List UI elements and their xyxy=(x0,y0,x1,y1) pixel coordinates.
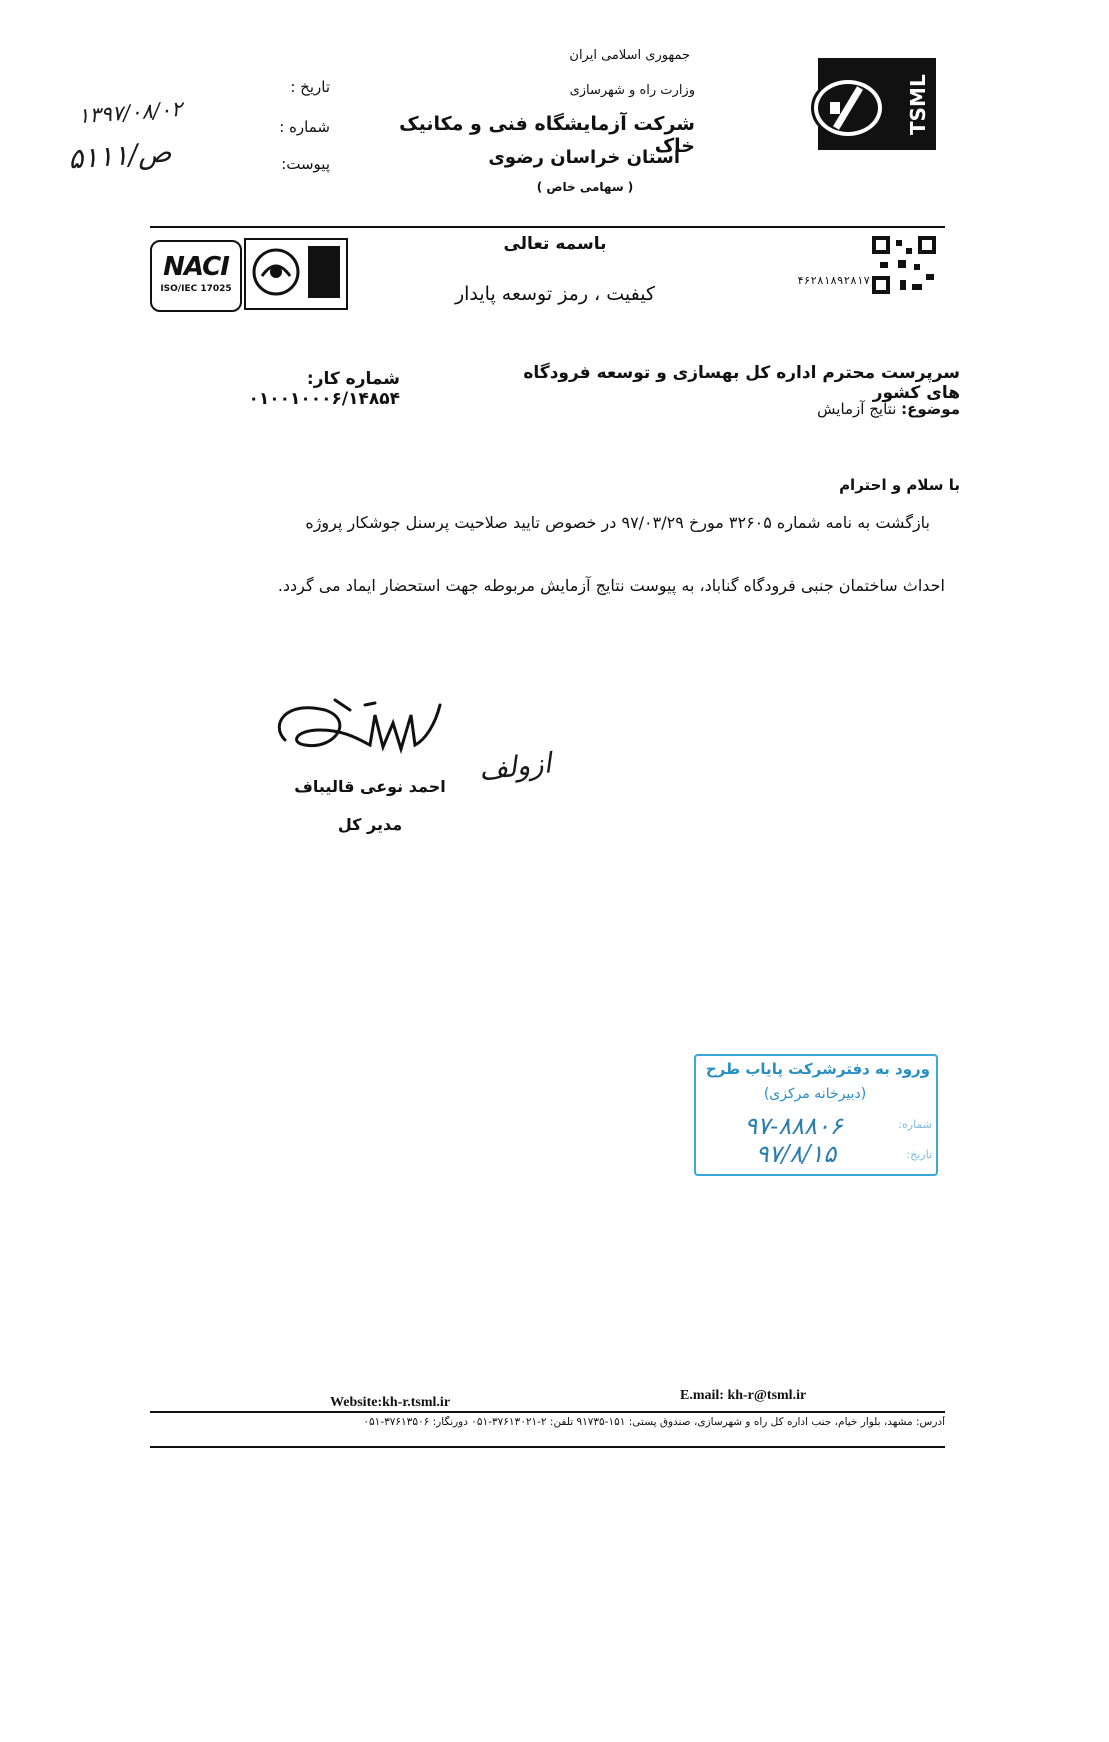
attachment-label: پیوست: xyxy=(281,155,330,173)
tsml-emblem-icon xyxy=(808,68,888,148)
footer-address: آدرس: مشهد، بلوار خیام، جنب اداره کل راه و شهرسازی، صندوق پستی: ۱۵۱-۹۱۷۳۵ تلفن: ۲-۳۷۶۱۳۰۲۱-۰۵۱ دورنگار: ۳۷۶۱۳۵۰۶-۰۵۱ xyxy=(363,1416,945,1428)
company-name: شرکت آزمایشگاه فنی و مکانیک خاک xyxy=(399,113,695,157)
signer-name: احمد نوعی قالیباف xyxy=(294,777,446,796)
handwritten-number: ۵۱۱۱/ص xyxy=(67,135,173,176)
handwritten-note: ازولف xyxy=(477,746,553,787)
invocation: باسمه تعالی xyxy=(503,234,607,254)
subject-line xyxy=(760,400,960,418)
stamp-line-2: (دبیرخانه مرکزی) xyxy=(763,1086,867,1102)
handwritten-date: ۱۳۹۷/۰۸/۰۲ xyxy=(77,96,184,129)
subject-label: موضوع: xyxy=(901,400,960,418)
tsml-logo-text: TSML xyxy=(906,74,930,136)
stamp-line-1: ورود به دفترشرکت پایاب طرح xyxy=(705,1060,930,1078)
province-name: استان خراسان رضوی xyxy=(488,147,680,168)
motto: کیفیت ، رمز توسعه پایدار xyxy=(454,283,656,305)
greeting: با سلام و احترام xyxy=(839,476,960,494)
stamp-date-value: ۹۷/۸/۱۵ xyxy=(755,1140,837,1168)
iso-logo-text: ISO/IEC 17025 xyxy=(160,284,232,294)
quality-seal-logo xyxy=(244,238,348,310)
ministry-name: وزارت راه و شهرسازی xyxy=(569,83,695,98)
subject-text: نتایج آزمایش xyxy=(817,400,897,418)
country-name: جمهوری اسلامی ایران xyxy=(569,48,690,63)
number-label: شماره : xyxy=(279,118,330,136)
recipient: سرپرست محترم اداره کل بهسازی و توسعه فرودگاه های کشور xyxy=(523,363,960,403)
body-line-1: بازگشت به نامه شماره ۳۲۶۰۵ مورخ ۹۷/۰۳/۲۹ در خصوص تایید صلاحیت پرسنل جوشکار پروژه xyxy=(305,513,930,532)
company-type: ( سهامی خاص ) xyxy=(536,180,634,194)
company-header xyxy=(430,48,690,63)
certification-badge-icon xyxy=(308,246,340,298)
signature-icon xyxy=(265,685,475,775)
footer-divider-bottom xyxy=(150,1446,945,1448)
naci-logo xyxy=(150,240,242,312)
qr-code-icon xyxy=(870,234,938,296)
tsml-logo xyxy=(818,58,936,150)
date-label: تاریخ : xyxy=(290,78,330,96)
barcode-code: ۴۶۲۸۱۸۹۲۸۱۷ xyxy=(797,274,870,287)
footer-email: E.mail: kh-r@tsml.ir xyxy=(680,1388,807,1403)
stamp-date-label: تاریخ: xyxy=(906,1148,932,1161)
seal-icon xyxy=(250,246,302,298)
footer-divider-top xyxy=(150,1411,945,1413)
job-number: شماره کار: ۰۱۰۰۱۰۰۰۶/۱۴۸۵۴ xyxy=(248,369,400,409)
body-line-2: احداث ساختمان جنبی فرودگاه گناباد، به پیوست نتایج آزمایش مربوطه جهت استحضار ایماد می گردد. xyxy=(277,576,945,595)
stamp-number-value: ۹۷-۸۸۸۰۶ xyxy=(744,1112,843,1140)
stamp-number-label: شماره: xyxy=(898,1118,932,1131)
naci-logo-text: NACI xyxy=(163,252,229,282)
received-stamp xyxy=(694,1054,938,1176)
footer-website: Website:kh-r.tsml.ir xyxy=(330,1395,451,1410)
header-divider xyxy=(150,226,945,228)
signer-title: مدیر کل xyxy=(337,815,403,834)
barcode-stamp xyxy=(762,234,938,296)
